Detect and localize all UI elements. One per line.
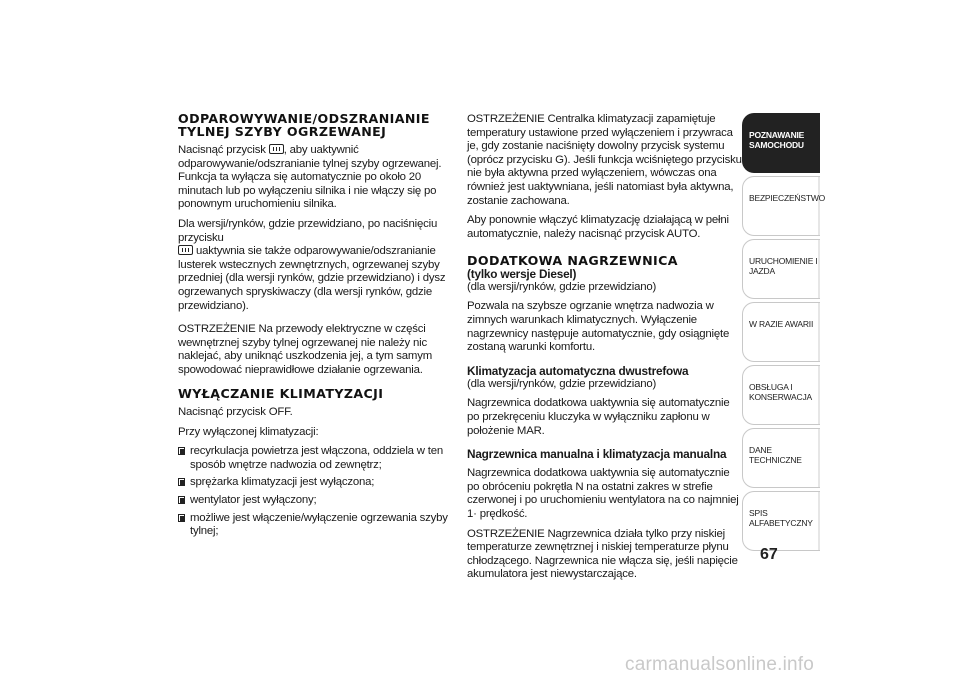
chapter-tabs [742, 113, 826, 554]
list-item [178, 476, 450, 490]
subsection-heading: Klimatyzacja automatyczna dwustrefowa [467, 363, 689, 378]
list-item-text: wentylator jest wyłączony; [190, 493, 317, 506]
list-item [178, 494, 450, 508]
tab-w-razie-awarii[interactable]: W RAZIE AWARII [742, 302, 820, 362]
text: Nacisnąć przycisk [178, 144, 266, 156]
rear-defrost-icon [269, 144, 284, 154]
checkbox-bullet-icon [178, 478, 185, 486]
paragraph: Aby ponownie włączyć klimatyzację działającą w pełni automatycznie, należy nacisnąć przycisk AUTO. [467, 214, 729, 240]
tab-obsluga-i-konserwacja[interactable]: OBSŁUGA I KONSERWACJA [742, 365, 820, 425]
heading-line: ODPAROWYWANIE/ODSZRANIANIE [178, 111, 430, 126]
paragraph: Nacisnąć przycisk OFF. [178, 406, 293, 418]
text: uaktywnia sie także odparowywanie/odszranianie lusterek wstecznych zewnętrznych, ogrzewanej szyby przedniej (dla wersji rynków, gdzie przewidziano) i dysz ogrzewanych spryskiwaczy (dla wersji rynków, gdzie przewidziano). [178, 245, 446, 312]
section-heading-heater: DODATKOWA NAGRZEWNICA [467, 253, 678, 269]
checkbox-bullet-icon [178, 496, 185, 504]
rear-defrost-icon [178, 245, 193, 255]
warning-paragraph: OSTRZEŻENIE Na przewody elektryczne w części wewnętrznej szyby tylnej ogrzewanej nie należy nic naklejać, aby uniknąć uszkodzenia jej, a tym samym spowodować nieprawidłowe działanie ogrzewania. [178, 323, 433, 376]
subsection-heading: Nagrzewnica manualna i klimatyzacja manualna [467, 447, 727, 462]
heading-note: (dla wersji/rynków, gdzie przewidziano) [467, 280, 657, 293]
tab-dane-techniczne[interactable]: DANE TECHNICZNE [742, 428, 820, 488]
warning-paragraph: OSTRZEŻENIE Nagrzewnica działa tylko przy niskiej temperaturze zewnętrznej i niskiej temperaturze płynu chłodzącego. Nagrzewnica nie włącza się, jeśli napięcie akumulatora jest niewystarczające. [467, 527, 738, 581]
section-heading-defrost [178, 113, 450, 138]
text: Dla wersji/rynków, gdzie przewidziano, po naciśnięciu przycisku [178, 217, 438, 244]
tab-uruchomienie-i-jazda[interactable]: URUCHOMIENIE I JAZDA [742, 239, 820, 299]
list-item-text: możliwe jest włączenie/wyłączenie ogrzewania szyby tylnej; [190, 511, 448, 538]
heading-line: TYLNEJ SZYBY OGRZEWANEJ [178, 123, 387, 139]
heading-note: (dla wersji/rynków, gdzie przewidziano) [467, 377, 657, 390]
heading-subtitle: (tylko wersje Diesel) [467, 266, 577, 281]
page-number: 67 [760, 546, 778, 563]
paragraph: Pozwala na szybsze ogrzanie wnętrza nadwozia w zimnych warunkach klimatycznych. Wyłączenie nagrzewnicy następuje automatycznie, gdy osiągnięte zostaną warunki komfortu. [467, 300, 730, 354]
tab-spis-alfabetyczny[interactable]: SPIS ALFABETYCZNY [742, 491, 820, 551]
paragraph [178, 218, 450, 313]
paragraph: Nagrzewnica dodatkowa uaktywnia się automatycznie po przekręceniu kluczyka w wyłączniku zapłonu w położenie MAR. [467, 397, 730, 437]
section-heading-ac-off: WYŁĄCZANIE KLIMATYZACJI [178, 385, 384, 401]
watermark: carmanualsonline.info [625, 654, 815, 675]
tab-bezpieczenstwo[interactable]: BEZPIECZEŃSTWO [742, 176, 820, 236]
text: , aby uaktywnić odparowywanie/odszranianie tylnej szyby ogrzewanej. Funkcja ta wyłącza się automatycznie po około 20 minutach lub po wyłączeniu silnika i nie włączy się po ponownym uruchomieniu silnika. [178, 144, 442, 211]
list-item [178, 445, 450, 472]
paragraph [178, 144, 450, 212]
paragraph: Nagrzewnica dodatkowa uaktywnia się automatycznie po obróceniu pokrętła N na ostatni zakres w strefie czerwonej i po uruchomieniu wentylatora na co najmniej 1· prędkość. [467, 467, 739, 520]
list-item [178, 512, 450, 539]
warning-paragraph: OSTRZEŻENIE Centralka klimatyzacji zapamiętuje temperatury ustawione przed wyłączeniem i przywraca je, gdy zostanie naciśnięty dowolny przycisk systemu (oprócz przycisku G). Jeśli funkcja wciśniętego przycisku nie była aktywna przed wyłączeniem, wówczas ona również jest uaktywniana, jeśli natomiast była aktywna, zostanie zachowana. [467, 113, 742, 207]
paragraph: Przy wyłączonej klimatyzacji: [178, 425, 319, 438]
left-column [178, 113, 450, 543]
list-item-text: recyrkulacja powietrza jest włączona, oddziela w ten sposób wnętrze nadwozia od zewnętrz; [190, 445, 443, 471]
tab-poznawanie-samochodu[interactable]: POZNAWANIE SAMOCHODU [742, 113, 820, 173]
checkbox-bullet-icon [178, 447, 185, 455]
right-column [467, 113, 742, 588]
list-item-text: sprężarka klimatyzacji jest wyłączona; [190, 476, 375, 489]
checkbox-bullet-icon [178, 514, 185, 522]
